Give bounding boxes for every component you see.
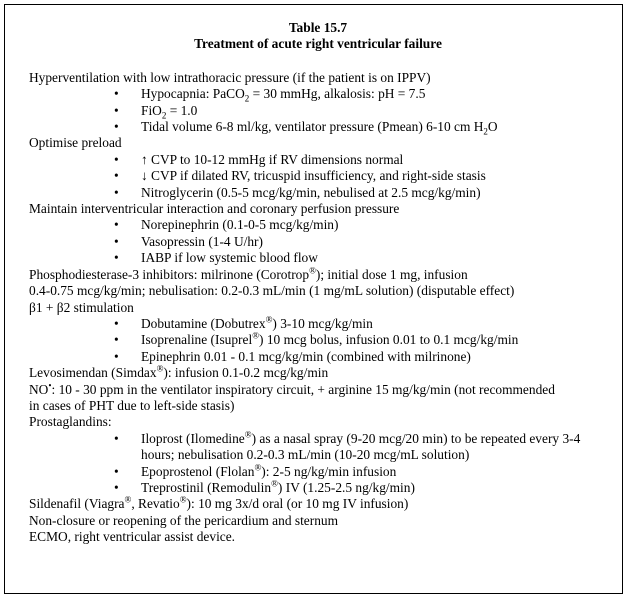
list-item: • Epinephrin 0.01 - 0.1 mcg/kg/min (combined with milrinone) [114,348,471,364]
list-item: • Norepinephrin (0.1-0-5 mcg/kg/min) [114,217,339,233]
list-item: • Dobutamine (Dobutrex®) 3-10 mcg/kg/min [114,314,373,331]
list-item: • Vasopressin (1-4 U/hr) [114,233,263,249]
bullet: • [114,250,119,266]
bullet: • [114,233,119,249]
section-levosimendan: Levosimendan (Simdax®): infusion 0.1-0.2 mcg/kg/min [29,363,329,381]
section-beta-stimulation: β1 + β2 stimulation [29,299,134,315]
list-item: • Nitroglycerin (0.5-5 mcg/kg/min, nebulised at 2.5 mcg/kg/min) [114,184,481,200]
bullet: • [114,332,119,348]
section-pde3: Phosphodiesterase-3 inhibitors: milrinone (Corotrop®); initial dose 1 mg, infusion [29,265,468,282]
list-item: • Isoprenaline (Isuprel®) 10 mcg bolus, infusion 0.01 to 0.1 mcg/kg/min [114,330,519,348]
bullet: • [114,430,119,446]
list-item: • ↑ CVP to 10-12 mmHg if RV dimensions normal [114,151,404,167]
list-item: • Epoprostenol (Flolan®): 2-5 ng/kg/min infusion [114,462,397,479]
section-sildenafil: Sildenafil (Viagra®, Revatio®): 10 mg 3x/d oral (or 10 mg IV infusion) [29,494,409,512]
bullet: • [114,463,119,479]
section-preload: Optimise preload [29,135,122,151]
section-hyperventilation: Hyperventilation with low intrathoracic pressure (if the patient is on IPPV) [29,69,431,85]
bullet: • [114,217,119,233]
section-no-cont: in cases of PHT due to left-side stasis) [29,397,235,413]
list-item: • FiO$_2$ = 1.0 [114,102,198,121]
bullet: • [114,315,119,331]
bullet: • [114,102,119,118]
table-title: Treatment of acute right ventricular failure [194,36,442,52]
section-interventricular: Maintain interventricular interaction and coronary perfusion pressure [29,201,400,217]
list-item: • Treprostinil (Remodulin®) IV (1.25-2.5 ng/kg/min) [114,478,415,495]
section-ecmo: ECMO, right ventricular assist device. [29,529,236,545]
table-number: Table 15.7 [288,20,348,35]
bullet: • [114,168,119,184]
bullet: • [114,479,119,495]
list-item: • Iloprost (Ilomedine®) as a nasal spray (9-20 mcg/20 min) to be repeated every 3-4 hours; nebulisation 0.2-0.3 mL/min (10-20 mcg/mL solution) [114,429,581,463]
bullet: • [114,151,119,167]
bullet: • [114,119,119,135]
list-item: • Hypocapnia: PaCO$_2$ = 30 mmHg, alkalosis: pH = 7.5 [114,86,426,104]
bullet: • [114,86,119,102]
section-pde3-cont: 0.4-0.75 mcg/kg/min; nebulisation: 0.2-0.3 mL/min (1 mg/mL solution) (disputable effect) [29,283,515,299]
section-no: NO•: 10 - 30 ppm in the ventilator inspiratory circuit, + arginine 15 mg/kg/min (not recommended [29,380,555,397]
list-item: • IABP if low systemic blood flow [114,250,318,266]
list-item: • ↓ CVP if dilated RV, tricuspid insufficiency, and right-side stasis [114,168,486,184]
table-document [29,20,619,546]
section-pericardium: Non-closure or reopening of the pericardium and sternum [29,512,338,528]
list-item: • Tidal volume 6-8 ml/kg, ventilator pressure (Pmean) 6-10 cm $H_2O$ [114,119,498,137]
bullet: • [114,184,119,200]
section-prostaglandins: Prostaglandins: [29,414,112,430]
bullet: • [114,348,119,364]
